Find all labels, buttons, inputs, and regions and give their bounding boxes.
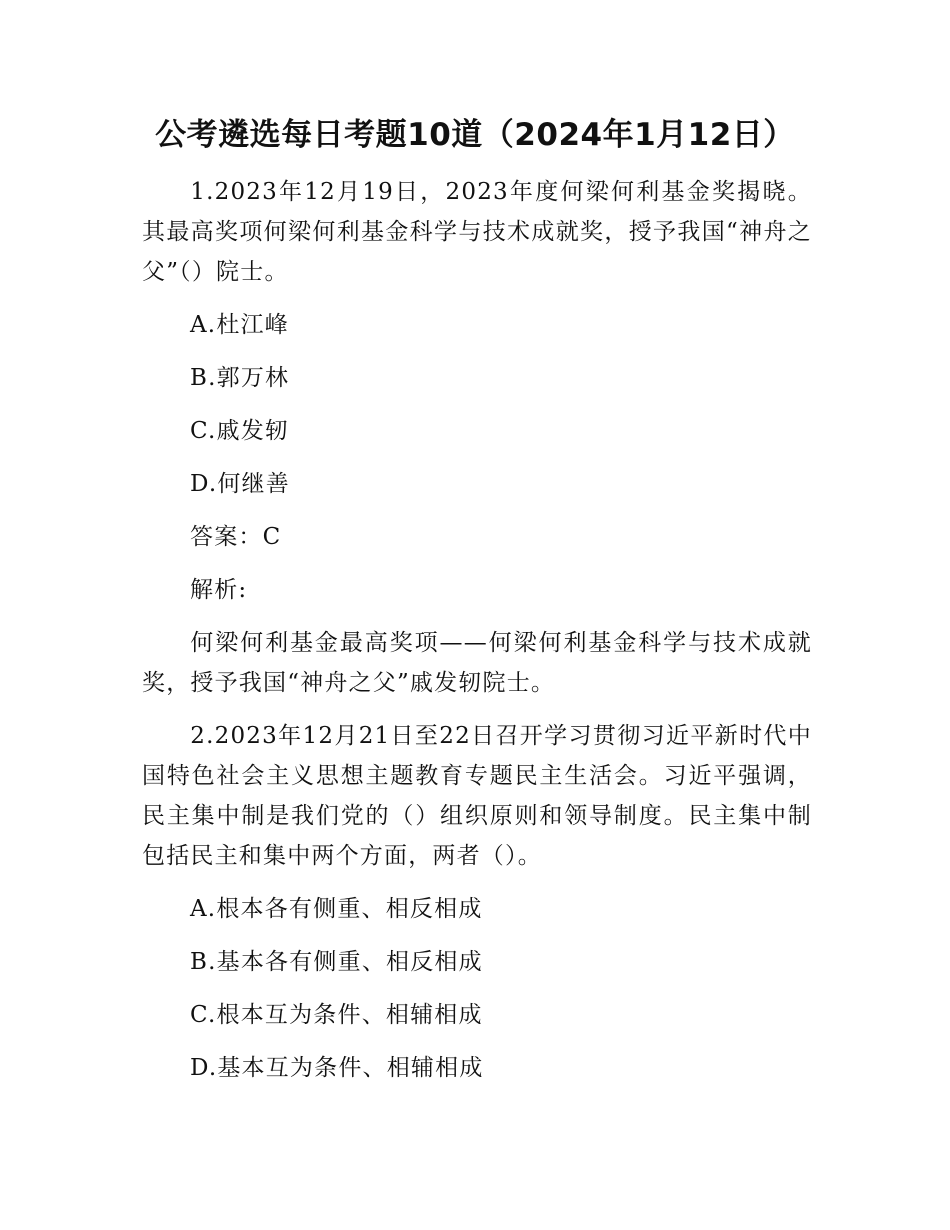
question-block xyxy=(142,716,812,1088)
question-stem: 2.2023年12月21日至22日召开学习贯彻习近平新时代中国特色社会主义思想主题教育专题民主生活会。习近平强调，民主集中制是我们党的（）组织原则和领导制度。民主集中制包括民主和集中两个方面，两者（）。 xyxy=(142,723,812,869)
question-block xyxy=(142,172,812,703)
option-c: C.戚发轫 xyxy=(190,418,290,444)
option-d: D.基本互为条件、相辅相成 xyxy=(190,1055,484,1081)
option-b: B.基本各有侧重、相反相成 xyxy=(190,949,483,975)
option-b: B.郭万林 xyxy=(190,365,290,391)
document-body xyxy=(142,172,812,1101)
option-c: C.根本互为条件、相辅相成 xyxy=(190,1002,483,1028)
option-d: D.何继善 xyxy=(190,471,290,497)
option-a: A.根本各有侧重、相反相成 xyxy=(190,896,483,922)
option-a: A.杜江峰 xyxy=(190,312,289,338)
page-title: 公考遴选每日考题10道（2024年1月12日） xyxy=(155,117,795,153)
question-stem: 1.2023年12月19日，2023年度何梁何利基金奖揭晓。其最高奖项何梁何利基金科学与技术成就奖，授予我国“神舟之父”（）院士。 xyxy=(142,179,812,285)
analysis-label: 解析: xyxy=(190,577,248,603)
analysis-text: 何梁何利基金最高奖项——何梁何利基金科学与技术成就奖，授予我国“神舟之父”戚发轫院士。 xyxy=(142,630,812,696)
answer-line: 答案：C xyxy=(190,524,282,550)
